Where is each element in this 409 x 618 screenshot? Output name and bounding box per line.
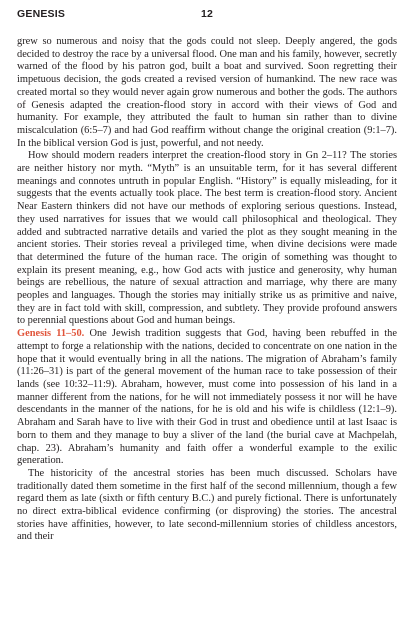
paragraph-genesis-11-50 bbox=[17, 328, 397, 468]
section-body: One Jewish tradition suggests that God, having been rebuffed in the attempt to forge a relationship with the nations, decided to concentrate on one nation in the hope that it would eventually bring in all the nations. The migration of Abraham’s family (11:26–31) is part of the general movement of the human race to take possession of their lands (see 10:32–11:9). Abraham, however, must come into possession of his land in a manner different from the nations, for he will not immediately possess it nor will he have descendants in the manner of the nations, for he is old and his wife is childless (12:1–9). Abraham and Sarah have to live with their God in trust and obedience until at last Isaac is born to them and they manage to buy a sliver of the land (the burial cave at Machpelah, chap. 23). Abraham’s humanity and faith offer a wonderful example to the exilic generation. bbox=[17, 328, 397, 467]
paragraph-historicity: The historicity of the ancestral stories has been much discussed. Scholars have traditionally dated them sometime in the first half of the second millennium, though a few regard them as late (sixth or fifth century B.C.) and purely fictional. There is unfortunately no direct extra-biblical evidence confirming (or disproving) the stories. The ancestral stories have affinities, however, to late second-millennium stories of childless ancestors, and their bbox=[17, 467, 397, 543]
running-head: GENESIS bbox=[17, 8, 66, 20]
document-page bbox=[17, 6, 397, 544]
page-number: 12 bbox=[200, 8, 214, 20]
paragraph-flood-story: grew so numerous and noisy that the gods could not sleep. Deeply angered, the gods decided to destroy the race by a universal flood. One man and his family, however, secretly warned of the flood by his patron god, built a boat and survived. Soon regretting their impetuous decision, the gods created a revised version of humankind. The new race was created mortal so they would never again grow numerous and bother the gods. The authors of Genesis adapted the creation-flood story in accord with their views of God and humanity. For example, they attributed the fault to human sin rather than to divine miscalculation (6:5–7) and had God reaffirm without change the original creation (9:1–7). In the biblical version God is just, powerful, and not needy. bbox=[17, 36, 397, 149]
paragraph-interpretation: How should modern readers interpret the creation-flood story in Gn 2–11? The stories are neither history nor myth. “Myth” is an unsuitable term, for it has several different meanings and connotes untruth in popular English. “History” is equally misleading, for it suggests that the events actually took place. The best term is creation-flood story. Ancient Near Eastern thinkers did not have our methods of exploring serious questions. Instead, they used narratives for issues that we would call philosophical and theological. They added and subtracted narrative details and varied the plot as they sought meaning in the ancient stories. Their stories reveal a privileged time, when divine decisions were made that determined the future of the human race. The origin of something was thought to explain its present meaning, e.g., how God acts with justice and generosity, why human beings are rebellious, the nature of sexual attraction and marriage, why there are many peoples and languages. Though the stories may initially strike us as primitive and naive, they are in fact told with skill, compression, and subtlety. They provide profound answers to perennial questions about God and human beings. bbox=[17, 150, 397, 327]
section-heading: Genesis 11–50. bbox=[17, 328, 85, 340]
body-text bbox=[17, 36, 397, 544]
page-header bbox=[17, 6, 397, 24]
